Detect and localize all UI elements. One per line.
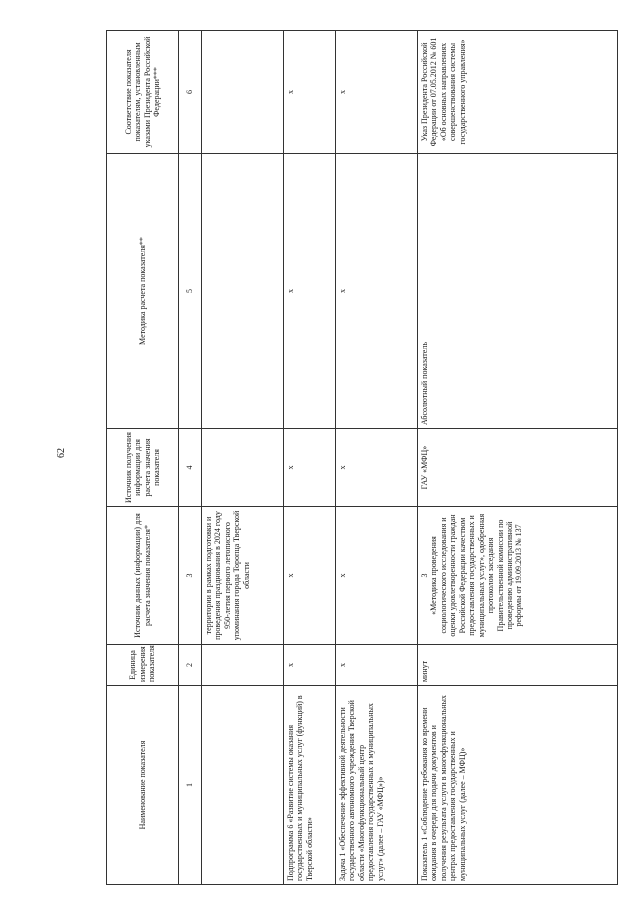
cell-unit: минут <box>418 645 618 686</box>
table-row <box>202 31 284 885</box>
column-number: 5 <box>179 154 202 429</box>
cell-source-info: ГАУ «МФЦ» <box>418 429 618 507</box>
header-unit: Единица измерения показателя <box>107 645 179 686</box>
rotated-table-wrapper <box>106 31 618 885</box>
column-number: 3 <box>179 507 202 645</box>
cell-method: х <box>284 154 336 429</box>
table-row <box>284 31 336 885</box>
header-row <box>107 31 179 885</box>
cell-source-info: х <box>336 429 418 507</box>
header-name: Наименование показателя <box>107 686 179 885</box>
cell-unit <box>202 645 284 686</box>
cell-source-data <box>418 507 618 645</box>
cell-unit: х <box>336 645 418 686</box>
cell-name: Подпрограмма 6 «Развитие системы оказания государственных и муниципальных услуг (функций) в Тверской области» <box>284 686 336 885</box>
cell-correspondence: х <box>336 31 418 154</box>
column-number: 6 <box>179 31 202 154</box>
cell-source-info <box>202 429 284 507</box>
cell-correspondence: Указ Президента Российской Федерации от 07.05.2012 № 601 «Об основных направлениях совершенствования системы государственного управления» <box>418 31 618 154</box>
cell-source-data-number: 3 <box>420 573 429 578</box>
cell-source-data-text: «Методика проведения социологического исследования и оценки удовлетворенности граждан Российской Федерации качеством предоставления государственных и муниципальных услуг», одобренная протоколом заседания Правительственной комиссии по проведению административной реформы от 19.09.2013 № 137 <box>429 513 524 638</box>
header-source-data: Источник данных (информации) для расчета значения показателя* <box>107 507 179 645</box>
column-number: 2 <box>179 645 202 686</box>
indicators-table <box>106 30 618 885</box>
column-number-row <box>179 31 202 885</box>
column-number: 4 <box>179 429 202 507</box>
column-number: 1 <box>179 686 202 885</box>
cell-method: Абсолютный показатель <box>418 154 618 429</box>
cell-method: х <box>336 154 418 429</box>
header-method: Методика расчета показателя** <box>107 154 179 429</box>
cell-name: Задача 1 «Обеспечение эффективной деятельности государственного автономного учреждения Тверской области «Многофункциональный центр предоставления государственных и муниципальных услуг» (далее – ГАУ «МФЦ»)» <box>336 686 418 885</box>
cell-source-data: х <box>336 507 418 645</box>
cell-source-data: х <box>284 507 336 645</box>
header-correspondence: Соответствие показателя показателям, установленным указами Президента Российской Федерации*** <box>107 31 179 154</box>
cell-source-data: территории в рамках подготовки и проведения празднования в 2024 году 950-летия первого летописного упоминания города Торопца Тверской области <box>202 507 284 645</box>
cell-correspondence: х <box>284 31 336 154</box>
page-number: 62 <box>56 448 67 458</box>
cell-unit: х <box>284 645 336 686</box>
cell-source-info: х <box>284 429 336 507</box>
table-row <box>418 31 618 885</box>
cell-name <box>202 686 284 885</box>
header-source-info: Источник получения информации для расчета значения показателя <box>107 429 179 507</box>
table-row <box>336 31 418 885</box>
cell-name: Показатель 1 «Соблюдение требования ко времени ожидания в очереди для подачи документов и получения результата услуги в многофункциональных центрах предоставления государственных и муниципальных услуг (далее – МФЦ)» <box>418 686 618 885</box>
cell-correspondence <box>202 31 284 154</box>
cell-method <box>202 154 284 429</box>
